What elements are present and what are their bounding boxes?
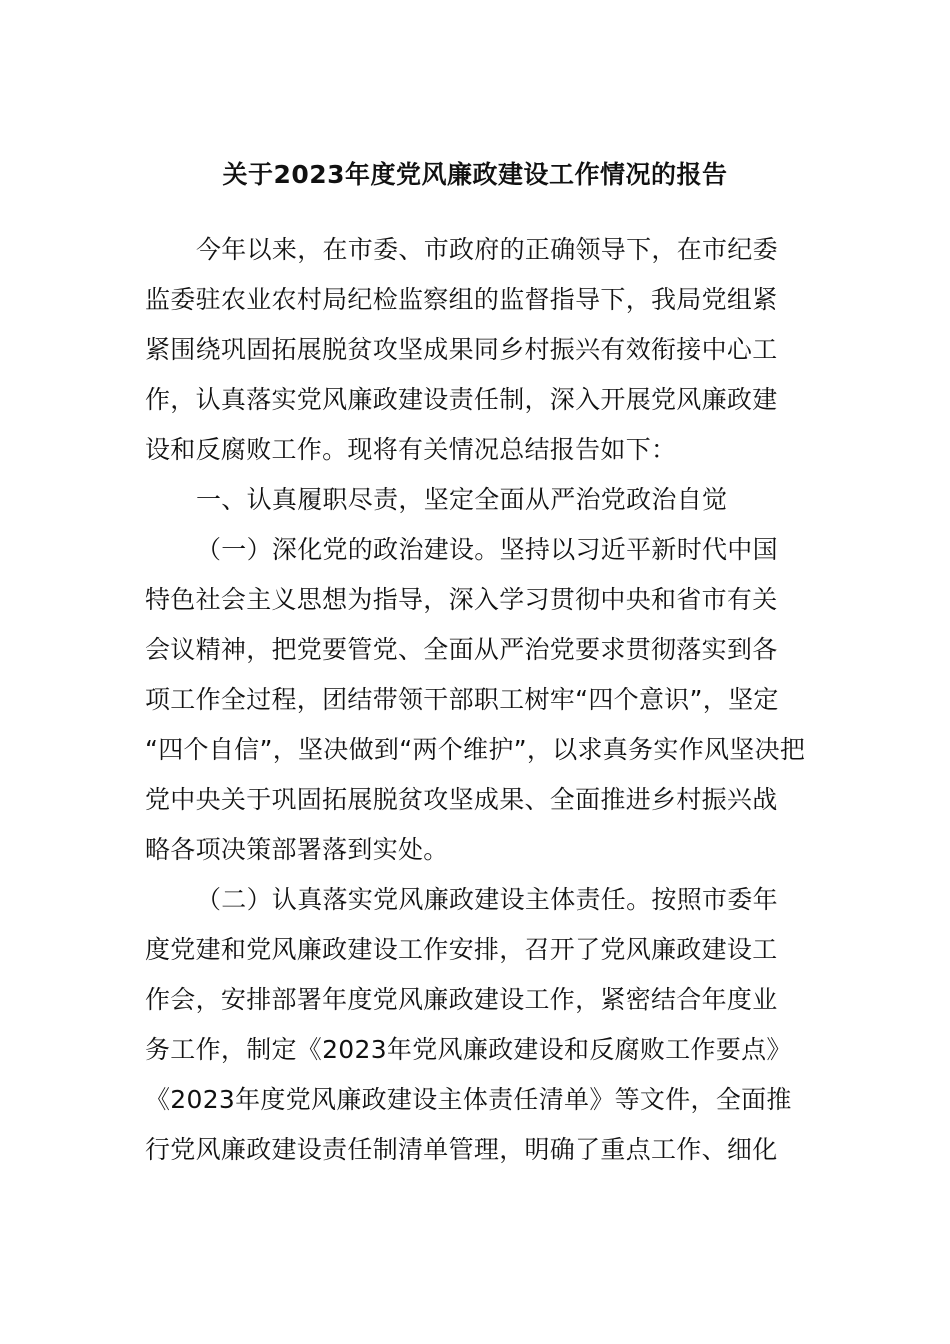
paragraph-line: 特色社会主义思想为指导，深入学习贯彻中央和省市有关	[145, 585, 778, 614]
paragraph-line: 作，认真落实党风廉政建设责任制，深入开展党风廉政建	[145, 385, 778, 414]
paragraph-line: （二）认真落实党风廉政建设主体责任。按照市委年	[196, 885, 778, 914]
paragraph-line: （一）深化党的政治建设。坚持以习近平新时代中国	[196, 535, 778, 564]
paragraph-line: “四个自信”，坚决做到“两个维护”，以求真务实作风坚决把	[145, 735, 806, 764]
paragraph-line: 作会，安排部署年度党风廉政建设工作，紧密结合年度业	[145, 985, 778, 1014]
paragraph-line: 会议精神，把党要管党、全面从严治党要求贯彻落实到各	[145, 635, 778, 664]
paragraph-line: 略各项决策部署落到实处。	[145, 835, 449, 864]
paragraph-line: 党中央关于巩固拓展脱贫攻坚成果、全面推进乡村振兴战	[145, 785, 778, 814]
paragraph-line: 《2023年度党风廉政建设主体责任清单》等文件，全面推	[145, 1085, 792, 1114]
paragraph-line: 紧围绕巩固拓展脱贫攻坚成果同乡村振兴有效衔接中心工	[145, 335, 778, 364]
paragraph-line: 监委驻农业农村局纪检监察组的监督指导下，我局党组紧	[145, 285, 778, 314]
paragraph-line: 行党风廉政建设责任制清单管理，明确了重点工作、细化	[145, 1135, 778, 1164]
section-heading: 一、认真履职尽责，坚定全面从严治党政治自觉	[196, 485, 728, 514]
paragraph-line: 度党建和党风廉政建设工作安排，召开了党风廉政建设工	[145, 935, 778, 964]
paragraph-line: 今年以来，在市委、市政府的正确领导下，在市纪委	[196, 235, 778, 264]
paragraph-line: 设和反腐败工作。现将有关情况总结报告如下：	[145, 435, 677, 464]
paragraph-line: 项工作全过程，团结带领干部职工树牢“四个意识”，坚定	[145, 685, 779, 714]
paragraph-line: 务工作，制定《2023年党风廉政建设和反腐败工作要点》	[145, 1035, 792, 1064]
document-title: 关于2023年度党风廉政建设工作情况的报告	[222, 160, 728, 189]
